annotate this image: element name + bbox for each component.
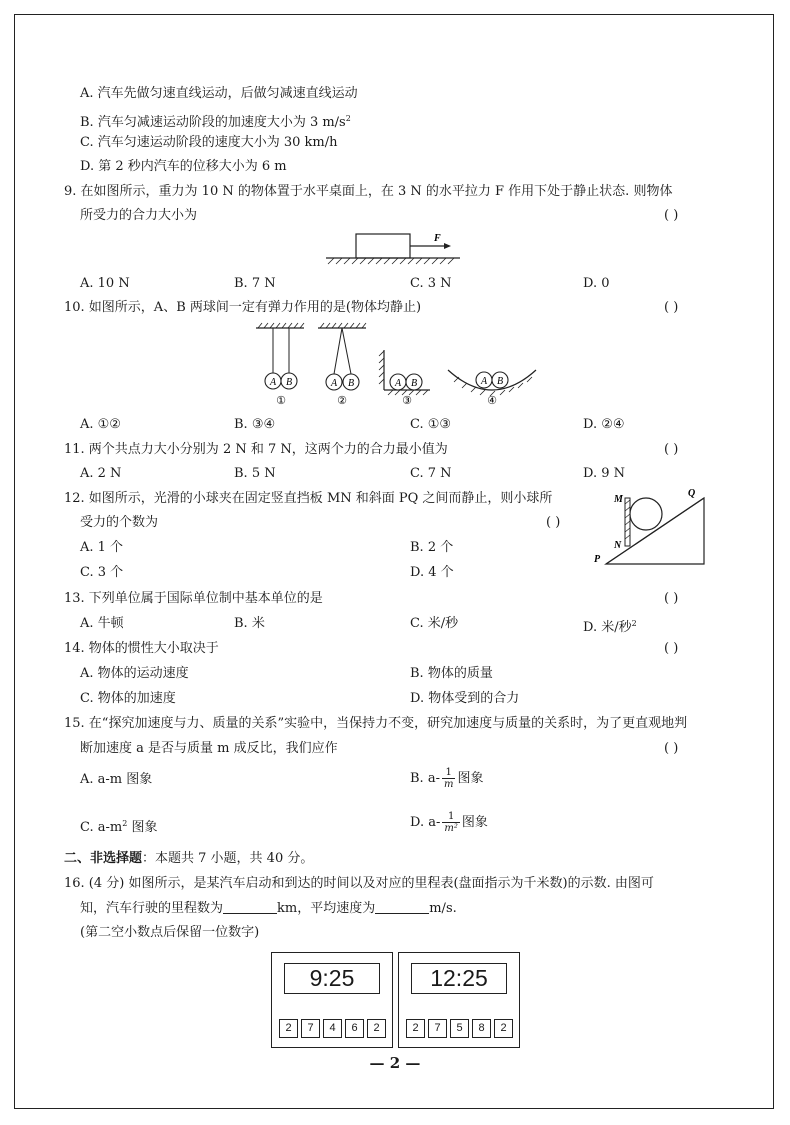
start-odometer-digit: 2 bbox=[279, 1019, 298, 1038]
fig-label-3: ③ bbox=[402, 394, 412, 407]
label-q: Q bbox=[688, 488, 696, 499]
q10-fig-1 bbox=[256, 323, 304, 407]
q15-option-b: B. a- $\frac{1}{m}$ 图象 bbox=[410, 767, 484, 790]
q14-option-a: A. 物体的运动速度 bbox=[80, 666, 189, 681]
q13-option-b: B. 米 bbox=[234, 616, 265, 631]
end-odometer-digit: 7 bbox=[428, 1019, 447, 1038]
force-label: F bbox=[434, 233, 441, 244]
q8-option-c: C. 汽车匀速运动阶段的速度大小为 30 km/h bbox=[80, 135, 338, 150]
q12-option-d: D. 4 个 bbox=[410, 565, 454, 580]
q13-option-d: D. 米/秒$^2$ bbox=[583, 619, 637, 635]
svg-text:B: B bbox=[496, 376, 504, 387]
q11-option-c: C. 7 N bbox=[410, 466, 452, 481]
start-time-display: 9:25 bbox=[284, 963, 380, 994]
q15-answer-paren: ( ) bbox=[664, 741, 679, 756]
end-odometer-digit: 2 bbox=[406, 1019, 425, 1038]
q13-option-c: C. 米/秒 bbox=[410, 616, 459, 631]
section2-heading: 二、非选择题：本题共 7 小题，共 40 分。 bbox=[64, 851, 314, 866]
end-meter-panel bbox=[398, 952, 520, 1048]
q14-option-d: D. 物体受到的合力 bbox=[410, 691, 520, 706]
q10-option-d: D. ②④ bbox=[583, 417, 625, 432]
q11-answer-paren: ( ) bbox=[664, 442, 679, 457]
table-hatching bbox=[328, 258, 454, 264]
q10-option-c: C. ①③ bbox=[410, 417, 452, 432]
label-p: P bbox=[594, 554, 601, 565]
q10-answer-paren: ( ) bbox=[664, 300, 679, 315]
q15-stem-line2: 断加速度 a 是否与质量 m 成反比，我们应作 bbox=[80, 741, 338, 756]
q8-option-a: A. 汽车先做匀速直线运动，后做匀减速直线运动 bbox=[80, 86, 358, 101]
svg-text:A: A bbox=[480, 376, 488, 387]
q9-option-b: B. 7 N bbox=[234, 276, 276, 291]
q11-option-a: A. 2 N bbox=[80, 466, 122, 481]
fig-label-4: ④ bbox=[487, 394, 497, 407]
q11-option-d: D. 9 N bbox=[583, 466, 626, 481]
q8-option-b: B. 汽车匀减速运动阶段的加速度大小为 3 $m/s^2$ bbox=[80, 114, 351, 130]
q9-answer-paren: ( ) bbox=[664, 208, 679, 223]
q10-option-b: B. ③④ bbox=[234, 417, 276, 432]
start-odometer-digit: 2 bbox=[367, 1019, 386, 1038]
q10-fig-3 bbox=[379, 350, 430, 407]
q12-option-a: A. 1 个 bbox=[80, 540, 124, 555]
q10-stem: 10. 如图所示，A、B 两球间一定有弹力作用的是(物体均静止) bbox=[64, 300, 422, 315]
start-odometer-digit: 7 bbox=[301, 1019, 320, 1038]
q15-option-c: C. $a-m^2$ 图象 bbox=[80, 819, 158, 835]
svg-text:A: A bbox=[394, 378, 402, 389]
q12-option-b: B. 2 个 bbox=[410, 540, 454, 555]
ball-a-label: A bbox=[269, 377, 277, 388]
start-odometer-digit: 6 bbox=[345, 1019, 364, 1038]
q16-stem-line2: 知，汽车行驶的里程数为 km，平均速度为 m/s. bbox=[80, 901, 457, 916]
end-time-display: 12:25 bbox=[411, 963, 507, 994]
q10-fig-4 bbox=[448, 370, 536, 407]
end-odometer-digit: 8 bbox=[472, 1019, 491, 1038]
answer-blank-1[interactable] bbox=[223, 901, 277, 914]
q12-figure bbox=[590, 484, 714, 570]
q9-figure bbox=[320, 228, 470, 270]
q14-answer-paren: ( ) bbox=[664, 641, 679, 656]
q12-stem-line1: 12. 如图所示，光滑的小球夹在固定竖直挡板 MN 和斜面 PQ 之间而静止，则小球所 bbox=[64, 491, 553, 506]
svg-text:A: A bbox=[330, 378, 338, 389]
q8-option-d: D. 第 2 秒内汽车的位移大小为 6 m bbox=[80, 159, 287, 174]
start-meter-panel bbox=[271, 952, 393, 1048]
q14-option-c: C. 物体的加速度 bbox=[80, 691, 176, 706]
q16-note: (第二空小数点后保留一位数字) bbox=[80, 925, 260, 940]
q11-option-b: B. 5 N bbox=[234, 466, 276, 481]
q9-option-a: A. 10 N bbox=[80, 276, 130, 291]
q12-answer-paren: ( ) bbox=[546, 515, 561, 530]
label-n: N bbox=[614, 540, 622, 551]
q14-option-b: B. 物体的质量 bbox=[410, 666, 493, 681]
q13-answer-paren: ( ) bbox=[664, 591, 679, 606]
q13-option-a: A. 牛顿 bbox=[80, 616, 124, 631]
q15-option-a: A. a-m 图象 bbox=[80, 772, 153, 787]
answer-blank-2[interactable] bbox=[375, 901, 429, 914]
label-m: M bbox=[614, 494, 623, 505]
ball bbox=[630, 498, 662, 530]
svg-text:B: B bbox=[347, 378, 355, 389]
block bbox=[356, 234, 410, 258]
q10-fig-2 bbox=[318, 323, 366, 407]
q12-option-c: C. 3 个 bbox=[80, 565, 124, 580]
q12-stem-line2: 受力的个数为 bbox=[80, 515, 159, 530]
q9-option-c: C. 3 N bbox=[410, 276, 452, 291]
q10-figure bbox=[252, 320, 542, 412]
page-number: — 2 — bbox=[369, 1054, 421, 1072]
q10-option-a: A. ①② bbox=[80, 417, 121, 432]
ball-b-label: B bbox=[285, 377, 293, 388]
end-odometer-digit: 5 bbox=[450, 1019, 469, 1038]
q9-stem-line1: 9. 在如图所示，重力为 10 N 的物体置于水平桌面上，在 3 N 的水平拉力 F 作用下处于静止状态. 则物体 bbox=[64, 184, 673, 199]
q9-stem-line2: 所受力的合力大小为 bbox=[80, 208, 198, 223]
q14-stem: 14. 物体的惯性大小取决于 bbox=[64, 641, 219, 656]
svg-text:B: B bbox=[410, 378, 418, 389]
start-odometer-digit: 4 bbox=[323, 1019, 342, 1038]
q15-option-d: D. a- $\frac{1}{\text{m²}}$ 图象 bbox=[410, 811, 488, 834]
q13-stem: 13. 下列单位属于国际单位制中基本单位的是 bbox=[64, 591, 323, 606]
force-arrow-head bbox=[444, 243, 451, 249]
q11-stem: 11. 两个共点力大小分别为 2 N 和 7 N，这两个力的合力最小值为 bbox=[64, 442, 448, 457]
end-odometer-digit: 2 bbox=[494, 1019, 513, 1038]
q15-stem-line1: 15. 在“探究加速度与力、质量的关系”实验中，当保持力不变，研究加速度与质量的关系时，为了更直观地判 bbox=[64, 716, 688, 731]
fig-label-1: ① bbox=[276, 394, 286, 407]
q16-stem-line1: 16. (4 分) 如图所示，是某汽车启动和到达的时间以及对应的里程表(盘面指示为千米数)的示数. 由图可 bbox=[64, 876, 654, 891]
q9-option-d: D. 0 bbox=[583, 276, 610, 291]
fig-label-2: ② bbox=[337, 394, 347, 407]
